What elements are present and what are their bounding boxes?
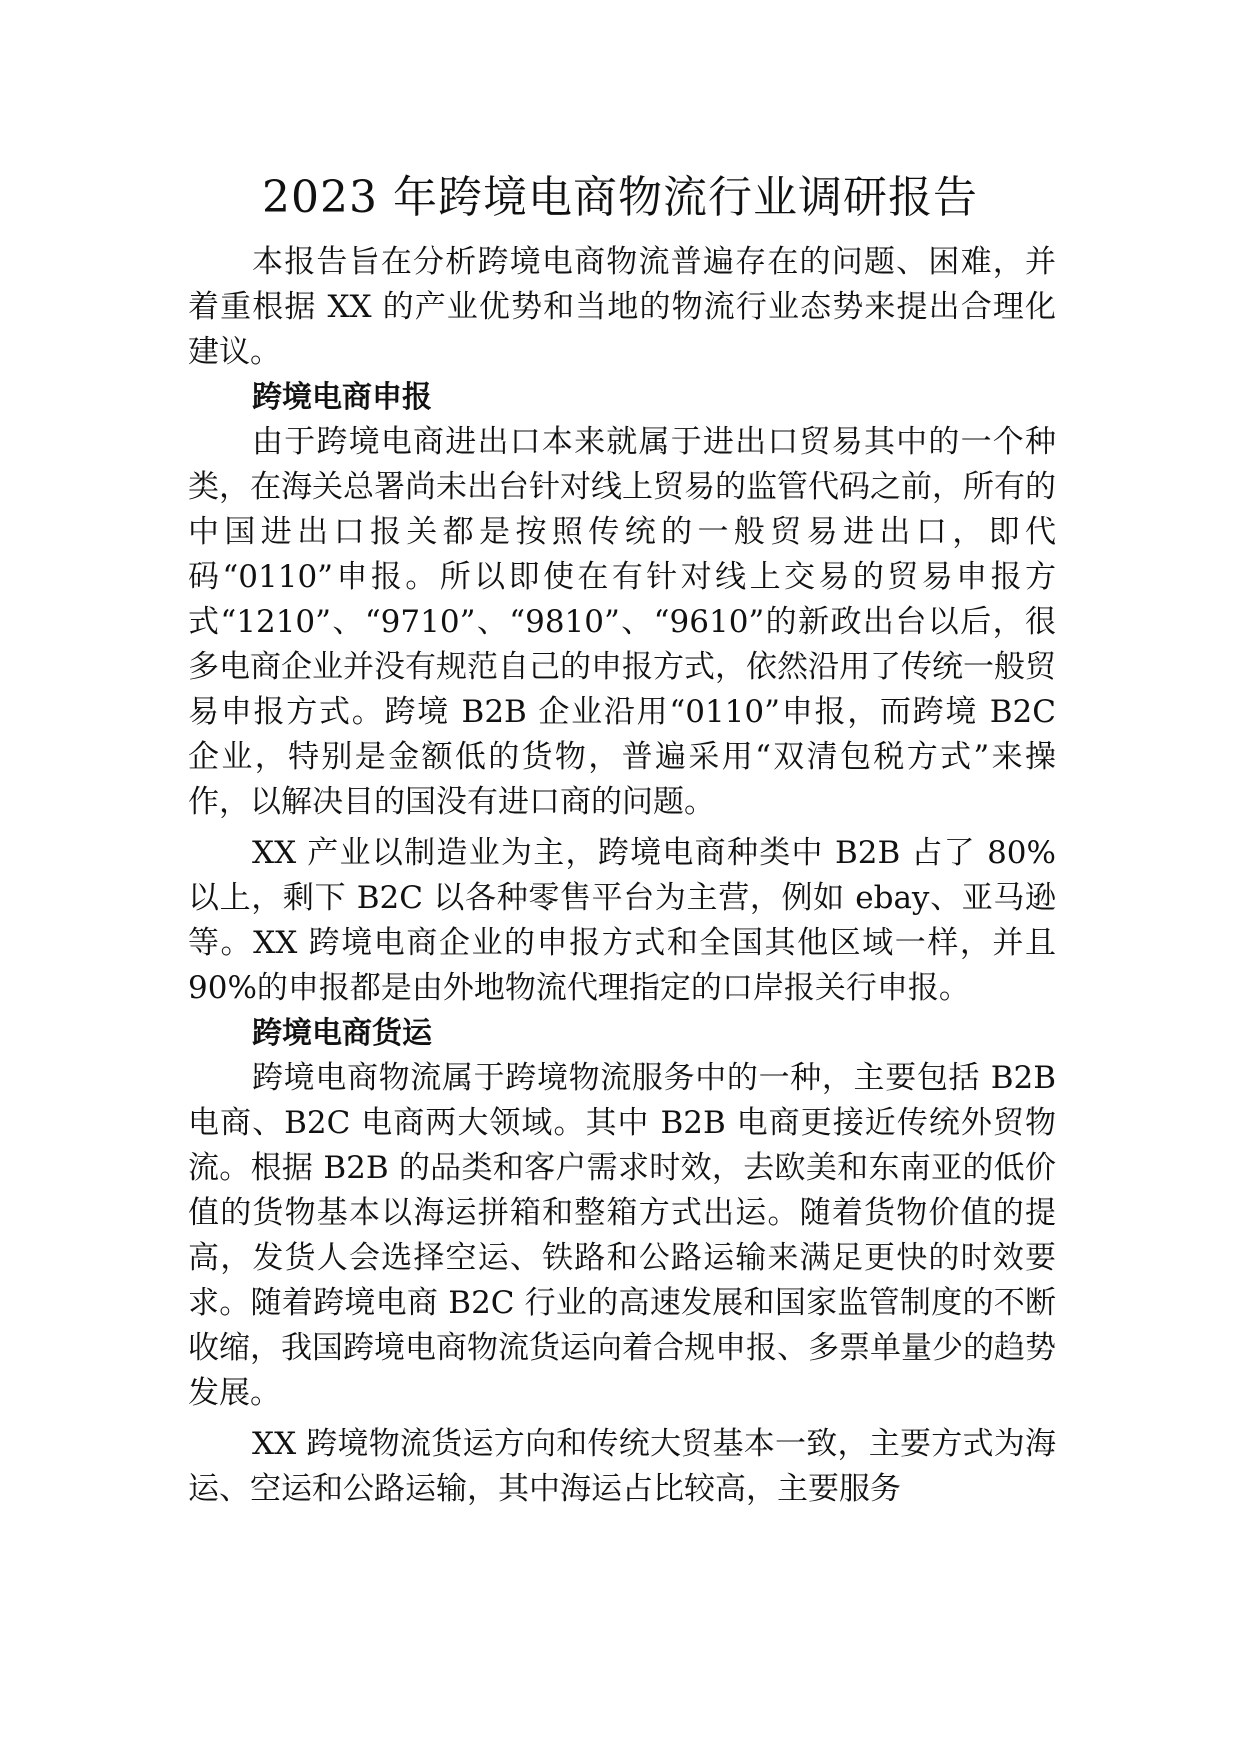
body-paragraph: 由于跨境电商进出口本来就属于进出口贸易其中的一个种类，在海关总署尚未出台针对线上贸易的监管代码之前，所有的中国进出口报关都是按照传统的一般贸易进出口，即代码“0110”申报。所以即使在有针对线上交易的贸易申报方式“1210”、“9710”、“9810”、“9610”的新政出台以后，很多电商企业并没有规范自己的申报方式，依然沿用了传统一般贸易申报方式。跨境 B2B 企业沿用“0110”申报，而跨境 B2C 企业，特别是金额低的货物，普遍采用“双清包税方式”来操作，以解决目的国没有进口商的问题。 bbox=[188, 424, 1056, 820]
intro-paragraph: 本报告旨在分析跨境电商物流普遍存在的问题、困难，并着重根据 XX 的产业优势和当地的物流行业态势来提出合理化建议。 bbox=[188, 244, 1056, 370]
section-freight bbox=[188, 1011, 1056, 1512]
body-paragraph: 跨境电商物流属于跨境物流服务中的一种，主要包括 B2B 电商、B2C 电商两大领域。其中 B2B 电商更接近传统外贸物流。根据 B2B 的品类和客户需求时效，去欧美和东南亚的低价值的货物基本以海运拼箱和整箱方式出运。随着货物价值的提高，发货人会选择空运、铁路和公路运输来满足更快的时效要求。随着跨境电商 B2C 行业的高速发展和国家监管制度的不断收缩，我国跨境电商物流货运向着合规申报、多票单量少的趋势发展。 bbox=[188, 1060, 1056, 1411]
body-paragraph: XX 跨境物流货运方向和传统大贸基本一致，主要方式为海运、空运和公路运输，其中海运占比较高，主要服务 bbox=[188, 1426, 1056, 1507]
section-heading: 跨境电商货运 bbox=[252, 1016, 432, 1051]
document-title: 2023 年跨境电商物流行业调研报告 bbox=[262, 172, 978, 223]
section-declaration bbox=[188, 375, 1056, 1011]
section-heading: 跨境电商申报 bbox=[252, 380, 432, 415]
body-paragraph: XX 产业以制造业为主，跨境电商种类中 B2B 占了 80%以上，剩下 B2C 以各种零售平台为主营，例如 ebay、亚马逊等。XX 跨境电商企业的申报方式和全国其他区域一样，并且 90%的申报都是由外地物流代理指定的口岸报关行申报。 bbox=[188, 835, 1056, 1006]
document-body bbox=[188, 240, 1056, 1512]
